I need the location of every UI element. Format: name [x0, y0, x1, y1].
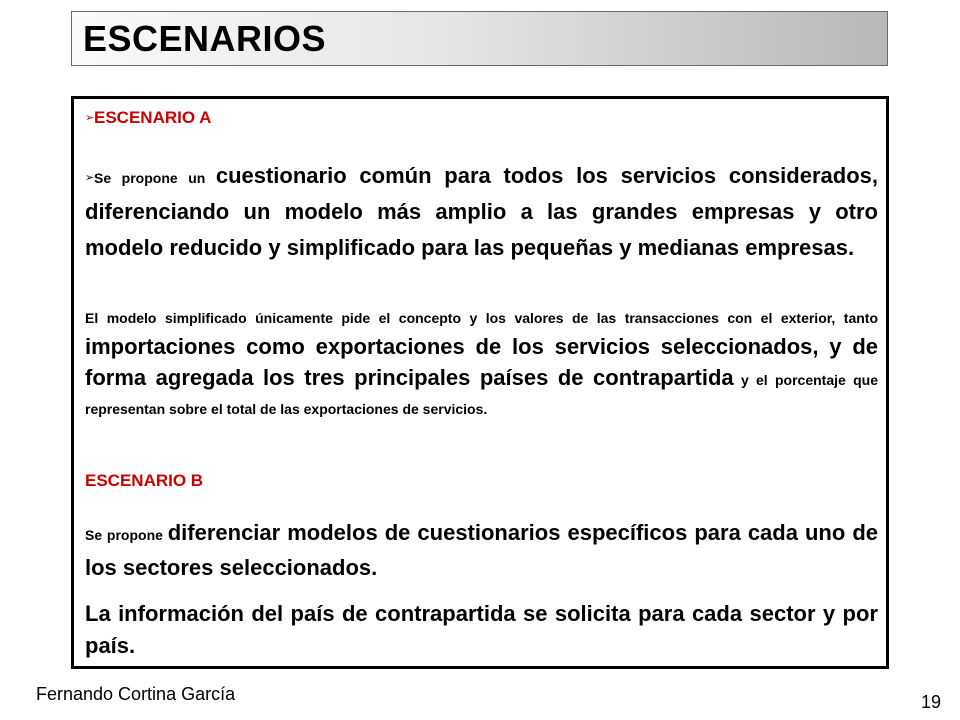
scenario-b-heading: ESCENARIO B	[85, 471, 204, 490]
arrow-bullet-icon: ➢	[85, 172, 95, 184]
scenario-a-p2-main: importaciones como exportaciones de los servicios seleccionados, y de forma agregada los tres principales países de contrapartida	[85, 334, 878, 390]
page-number: 19	[921, 692, 942, 712]
scenario-a-heading: ESCENARIO A	[94, 108, 212, 127]
scenario-b-paragraph-2: La información del país de contrapartida se solicita para cada sector y por país.	[85, 601, 878, 658]
scenario-a-heading-line	[85, 108, 878, 128]
footer-author: Fernando Cortina García	[36, 684, 236, 704]
scenario-b-paragraph-1	[85, 517, 878, 587]
scenario-b-p1-lead: Se propone	[85, 527, 168, 543]
scenario-a-paragraph-1	[85, 159, 878, 267]
content-box	[71, 96, 889, 669]
arrow-bullet-icon: ➢	[85, 112, 95, 124]
slide-title: ESCENARIOS	[83, 18, 327, 59]
scenario-a-p1-main: cuestionario común para todos los servicios considerados, diferenciando un modelo más amplio a las grandes empresas y otro modelo reducido y simplificado para las pequeñas y medianas empresas.	[85, 163, 878, 260]
scenario-a-paragraph-2	[85, 304, 878, 424]
scenario-a-p2-lead: El modelo simplificado únicamente pide el concepto y los valores de las transacciones con el exterior, tanto	[85, 310, 878, 326]
scenario-b-p1-main: diferenciar modelos de cuestionarios específicos para cada uno de los sectores seleccionados.	[85, 520, 878, 580]
scenario-a-p1-lead: Se propone un	[94, 170, 216, 186]
scenario-a-p2-tail: y el porcentaje que representan sobre el total de las exportaciones de servicios.	[85, 372, 878, 417]
title-bar	[71, 11, 888, 66]
